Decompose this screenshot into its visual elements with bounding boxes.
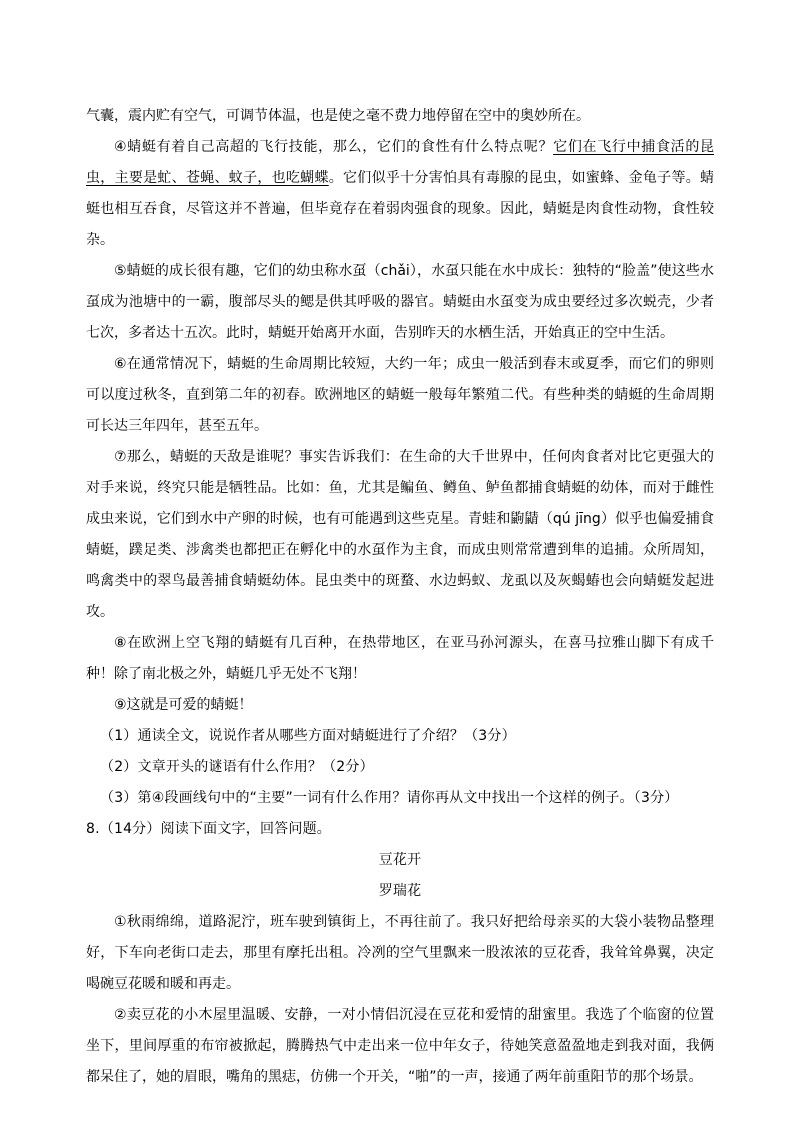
article-paragraph-1: ①秋雨绵绵，道路泥泞，班车驶到镇街上，不再往前了。我只好把给母亲买的大袋小装物品整理好，下车向老街口走去，那里有摩托出租。冷冽的空气里飘来一股浓浓的豆花香，我耸耸鼻翼，决定喝碗豆花暖和暖和再走。: [86, 914, 714, 992]
document-page: [86, 101, 714, 1093]
paragraph-4-rest: 。它们似乎十分害怕具有毒腺的昆虫，如蜜蜂、金龟子等。蜻蜓也相互吞食，尽管这并不普遍，但毕竟存在着弱肉强食的现象。因此，蜻蜓是肉食性动物，食性较杂。: [86, 170, 715, 248]
question-7-1: （1）通读全文，说说作者从哪些方面对蜻蜓进行了介绍？（3分）: [100, 728, 516, 744]
paragraph-9: ⑨这就是可爱的蜻蜓！: [114, 697, 253, 713]
paragraph-7: ⑦那么，蜻蜓的天敌是谁呢？事实告诉我们：在生命的大千世界中，任何肉食者对比它更强大的对手来说，终究只能是牺牲品。比如：鱼，尤其是鳊鱼、鳟鱼、鲈鱼都捕食蜻蜓的幼体，而对于雌性成虫来说，它们到水中产卵的时候，也有可能遇到这些克星。青蛙和鼩鼱（qú jīng）似乎也偏爱捕食蜻蜓，蹼足类、涉禽类也都把正在孵化中的水虿作为主食，而成虫则常常遭到隼的追捕。众所周知，鸣禽类中的翠鸟最善捕食蜻蜓幼体。昆虫类中的斑蝥、水边蚂蚁、龙虱以及灰蝎蝽也会向蜻蜓发起进攻。: [86, 449, 714, 620]
underlined-sentence: 它们在飞行中捕食活的昆虫，主要是虻、苍蝇、蚊子，也吃蝴蝶: [86, 139, 714, 186]
question-7-2: （2）文章开头的谜语有什么作用？（2分）: [100, 759, 374, 775]
paragraph-4: [86, 132, 714, 256]
article-author: 罗瑞花: [378, 883, 422, 899]
article-paragraph-2: ②卖豆花的小木屋里温暖、安静，一对小情侣沉浸在豆花和爱情的甜蜜里。我选了个临窗的位置坐下，里间厚重的布帘被掀起，腾腾热气中走出来一位中年女子，待她笑意盈盈地走到我对面，我俩都呆住了，她的眉眼，嘴角的黑痣，仿佛一个开关，“啪”的一声，接通了两年前重阳节的那个场景。: [86, 1007, 714, 1085]
paragraph-3-tail: 气囊，震内贮有空气，可调节体温，也是使之毫不费力地停留在空中的奥妙所在。: [86, 108, 590, 124]
paragraph-6: ⑥在通常情况下，蜻蜓的生命周期比较短，大约一年；成虫一般活到春末或夏季，而它们的卵则可以度过秋冬，直到第二年的初春。欧洲地区的蜻蜓一般每年繁殖二代。有些种类的蜻蜓的生命周期可长达三年四年，甚至五年。: [86, 356, 714, 434]
question-8-heading: 8.（14分）阅读下面文字，回答问题。: [86, 821, 331, 837]
paragraph-5: ⑤蜻蜓的成长很有趣，它们的幼虫称水虿（chǎi），水虿只能在水中成长：独特的“脸盖”使这些水虿成为池塘中的一霸，腹部尽头的鳃是供其呼吸的器官。蜻蜓由水虿变为成虫要经过多次蜕壳，少者七次，多者达十五次。此时，蜻蜓开始离开水面，告别昨天的水栖生活，开始真正的空中生活。: [86, 263, 714, 341]
paragraph-8: ⑧在欧洲上空飞翔的蜻蜓有几百种，在热带地区，在亚马孙河源头，在喜马拉雅山脚下有成千种！除了南北极之外，蜻蜓几乎无处不飞翔！: [86, 635, 714, 682]
question-7-3: （3）第④段画线句中的“主要”一词有什么作用？请你再从文中找出一个这样的例子。（3分）: [100, 790, 679, 806]
article-title: 豆花开: [378, 852, 422, 868]
paragraph-4-lead: ④蜻蜓有着自己高超的飞行技能，那么，它们的食性有什么特点呢？: [114, 139, 554, 155]
